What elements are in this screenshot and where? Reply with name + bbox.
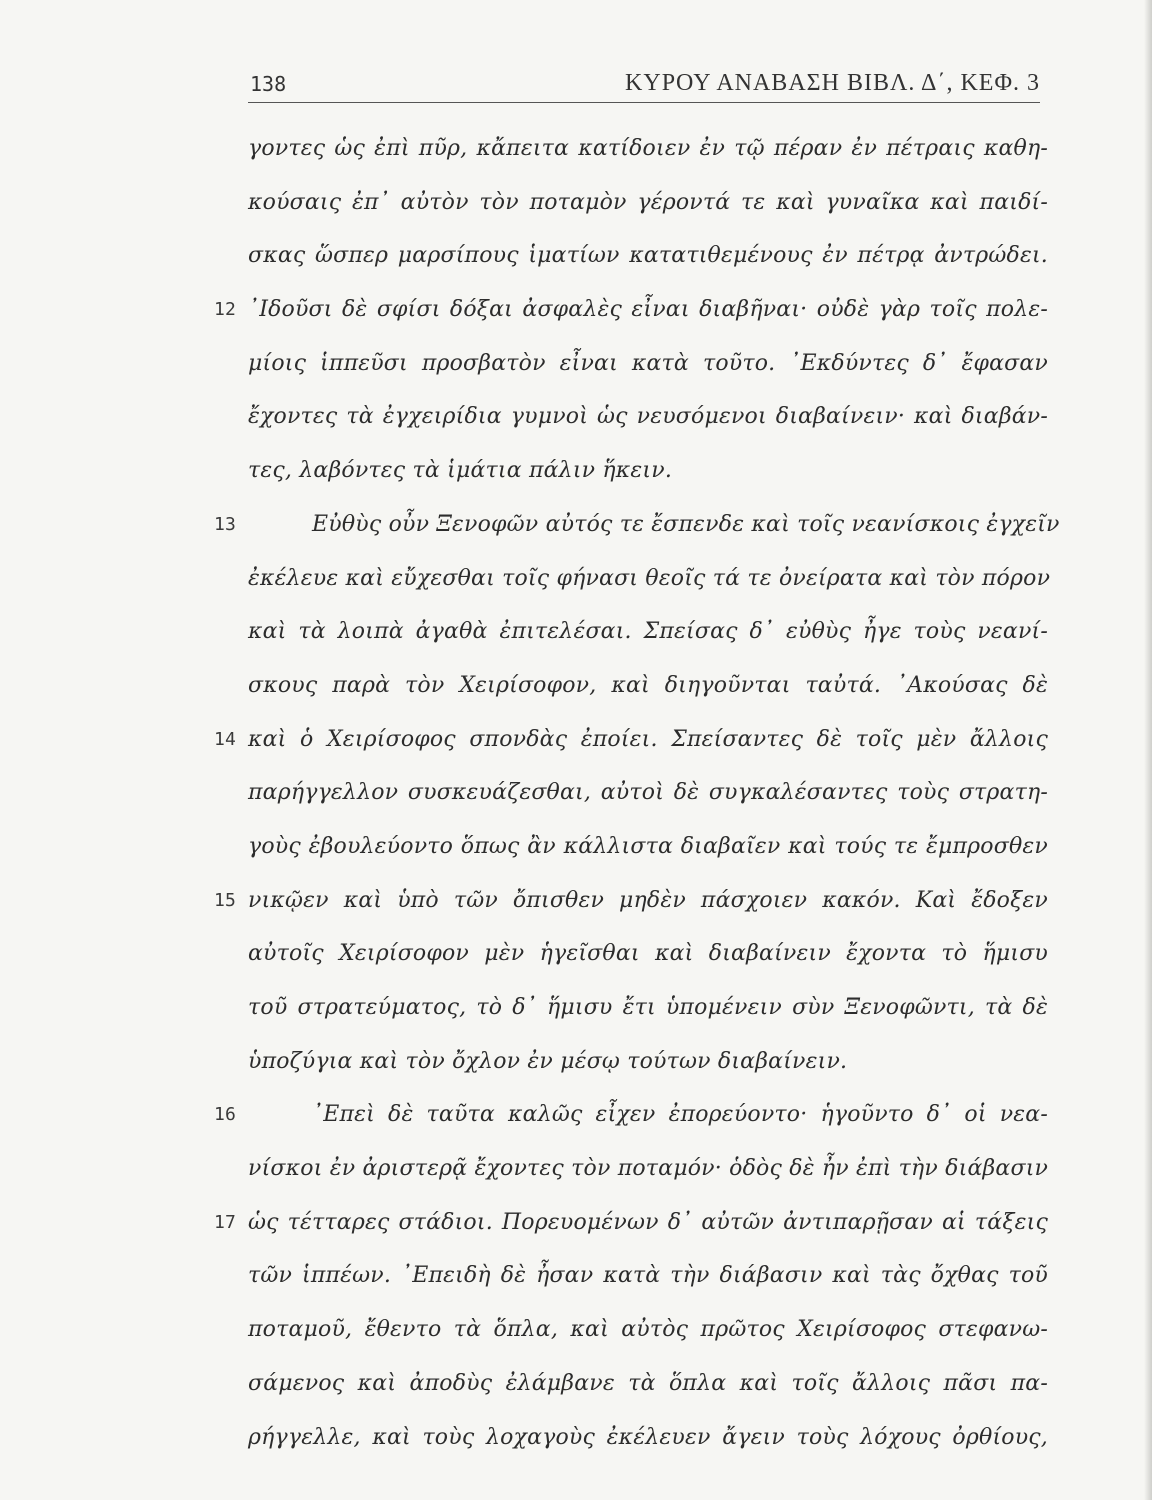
text-line xyxy=(248,343,1048,397)
line-text: αὐτοῖς Χειρίσοφον μὲν ἡγεῖσθαι καὶ διαβαίνειν ἔχοντα τὸ ἥμισυ xyxy=(248,941,1048,967)
text-line xyxy=(248,1363,1048,1417)
line-text: τῶν ἱππέων. ᾽Επειδὴ δὲ ἦσαν κατὰ τὴν διάβασιν καὶ τὰς ὄχθας τοῦ xyxy=(248,1263,1048,1289)
line-text: νικῷεν καὶ ὑπὸ τῶν ὄπισθεν μηδὲν πάσχοιεν κακόν. Καὶ ἔδοξεν xyxy=(248,887,1048,913)
line-text: ποταμοῦ, ἔθεντο τὰ ὅπλα, καὶ αὐτὸς πρῶτος Χειρίσοφος στεφανω- xyxy=(248,1317,1048,1343)
text-line xyxy=(248,1255,1048,1309)
line-text: ἐκέλευε καὶ εὔχεσθαι τοῖς φήνασι θεοῖς τά τε ὀνείρατα καὶ τὸν πόρον xyxy=(248,565,1051,591)
text-line xyxy=(214,1094,1048,1148)
text-line xyxy=(248,1309,1048,1363)
section-number: 12 xyxy=(214,299,237,321)
text-line xyxy=(248,396,1048,450)
line-text: ὡς τέτταρες στάδιοι. Πορευομένων δ᾽ αὐτῶν ἀντιπαρῇσαν αἱ τάξεις xyxy=(248,1209,1048,1235)
line-text: καὶ τὰ λοιπὰ ἀγαθὰ ἐπιτελέσαι. Σπείσας δ᾽ εὐθὺς ἦγε τοὺς νεανί- xyxy=(248,619,1048,645)
text-line xyxy=(248,1417,1048,1471)
line-text: σκους παρὰ τὸν Χειρίσοφον, καὶ διηγοῦνται ταὐτά. ᾽Ακούσας δὲ xyxy=(248,672,1048,698)
text-line xyxy=(248,450,1048,504)
line-text: τοῦ στρατεύματος, τὸ δ᾽ ἥμισυ ἔτι ὑπομένειν σὺν Ξενοφῶντι, τὰ δὲ xyxy=(248,995,1048,1020)
text-line xyxy=(248,1148,1048,1202)
text-line xyxy=(214,289,1048,343)
text-line xyxy=(214,719,1048,773)
line-text: σκας ὥσπερ μαρσίπους ἱματίων κατατιθεμένους ἐν πέτρᾳ ἀντρώδει. xyxy=(248,243,1048,269)
text-line xyxy=(248,772,1048,826)
section-number: 15 xyxy=(214,889,237,911)
line-text: ᾽Επεὶ δὲ ταῦτα καλῶς εἶχεν ἐπορεύοντο· ἡγοῦντο δ᾽ οἱ νεα- xyxy=(312,1102,1048,1128)
line-text: κούσαις ἐπ᾽ αὐτὸν τὸν ποταμὸν γέροντά τε καὶ γυναῖκα καὶ παιδί- xyxy=(248,189,1048,215)
text-line xyxy=(248,128,1048,182)
text-line xyxy=(248,558,1051,612)
line-text: νίσκοι ἐν ἀριστερᾷ ἔχοντες τὸν ποταμόν· ὁδὸς δὲ ἦν ἐπὶ τὴν διάβασιν xyxy=(248,1156,1049,1182)
line-text: ρήγγελλε, καὶ τοὺς λοχαγοὺς ἐκέλευεν ἄγειν τοὺς λόχους ὀρθίους, xyxy=(248,1424,1048,1450)
text-line xyxy=(248,611,1048,665)
line-text: καὶ ὁ Χειρίσοφος σπονδὰς ἐποίει. Σπείσαντες δὲ τοῖς μὲν ἄλλοις xyxy=(248,726,1048,752)
line-text: ὑποζύγια καὶ τὸν ὄχλον ἐν μέσῳ τούτων διαβαίνειν. xyxy=(248,1048,848,1074)
section-number: 13 xyxy=(214,513,237,535)
page-header xyxy=(248,68,1040,103)
body-text xyxy=(214,128,1060,1470)
section-number: 14 xyxy=(214,728,237,750)
section-number: 16 xyxy=(214,1104,237,1126)
text-line xyxy=(214,880,1048,934)
line-text: παρήγγελλον συσκευάζεσθαι, αὐτοὶ δὲ συγκαλέσαντες τοὺς στρατη- xyxy=(248,780,1048,806)
text-line xyxy=(248,665,1048,719)
text-line xyxy=(248,826,1048,880)
text-line xyxy=(248,1041,1048,1095)
line-text: Εὐθὺς οὖν Ξενοφῶν αὐτός τε ἔσπενδε καὶ τοῖς νεανίσκοις ἐγχεῖν xyxy=(312,511,1060,537)
running-head: ΚΥΡΟΥ ΑΝΑΒΑΣΗ ΒΙΒΛ. Δ΄, ΚΕΦ. 3 xyxy=(625,70,1040,96)
text-line xyxy=(214,504,1060,558)
text-line xyxy=(248,182,1048,236)
page-edge-shadow xyxy=(1144,0,1152,1500)
line-text: τες, λαβόντες τὰ ἱμάτια πάλιν ἥκειν. xyxy=(248,458,673,484)
page-number: 138 xyxy=(250,72,287,96)
line-text: γοὺς ἐβουλεύοντο ὅπως ἂν κάλλιστα διαβαῖεν καὶ τούς τε ἔμπροσθεν xyxy=(248,833,1048,859)
line-text: γοντες ὡς ἐπὶ πῦρ, κἄπειτα κατίδοιεν ἐν τῷ πέραν ἐν πέτραις καθη- xyxy=(248,136,1048,161)
section-number: 17 xyxy=(214,1211,237,1233)
text-line xyxy=(248,933,1048,987)
text-line xyxy=(248,235,1048,289)
text-line xyxy=(248,987,1048,1041)
line-text: ἔχοντες τὰ ἐγχειρίδια γυμνοὶ ὡς νευσόμενοι διαβαίνειν· καὶ διαβάν- xyxy=(248,404,1048,430)
line-text: μίοις ἱππεῦσι προσβατὸν εἶναι κατὰ τοῦτο. ᾽Εκδύντες δ᾽ ἔφασαν xyxy=(248,350,1048,376)
line-text: ᾽Ιδοῦσι δὲ σφίσι δόξαι ἀσφαλὲς εἶναι διαβῆναι· οὐδὲ γὰρ τοῖς πολε- xyxy=(248,297,1048,323)
line-text: σάμενος καὶ ἀποδὺς ἐλάμβανε τὰ ὅπλα καὶ τοῖς ἄλλοις πᾶσι πα- xyxy=(248,1370,1048,1396)
text-line xyxy=(214,1202,1048,1256)
